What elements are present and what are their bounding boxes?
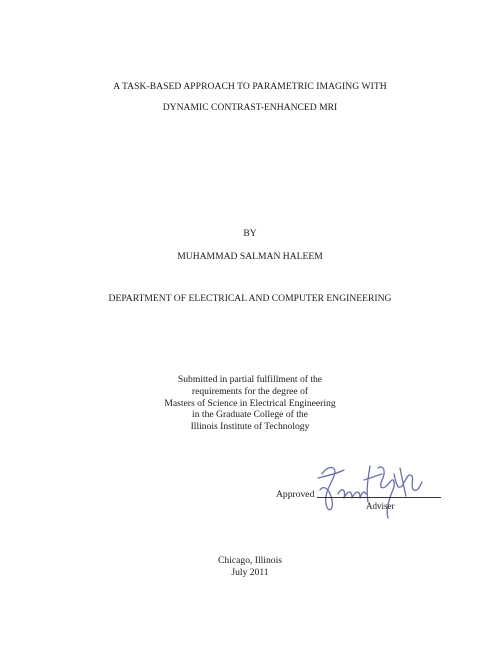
adviser-label: Adviser (366, 501, 395, 511)
author-name: MUHAMMAD SALMAN HALEEM (177, 251, 323, 262)
approved-label: Approved (276, 489, 315, 500)
signature-line (317, 497, 441, 498)
place-and-date (0, 555, 500, 579)
by-label: BY (243, 228, 257, 239)
approval-block (0, 460, 500, 530)
thesis-title-line-1: A TASK-BASED APPROACH TO PARAMETRIC IMAGING WITH (113, 81, 387, 92)
location: Chicago, Illinois (218, 555, 282, 566)
submission-date: July 2011 (231, 567, 269, 578)
submission-line: Masters of Science in Electrical Engineering (164, 397, 336, 409)
adviser-signature (314, 460, 424, 522)
submission-line: Illinois Institute of Technology (190, 421, 310, 433)
submission-statement (0, 374, 500, 433)
submission-line: Submitted in partial fulfillment of the (177, 374, 323, 385)
department-name: DEPARTMENT OF ELECTRICAL AND COMPUTER ENGINEERING (108, 293, 392, 304)
submission-line: requirements for the degree of (191, 385, 309, 397)
thesis-title-line-2: DYNAMIC CONTRAST-ENHANCED MRI (162, 102, 338, 113)
submission-line: in the Graduate College of the (192, 409, 308, 421)
